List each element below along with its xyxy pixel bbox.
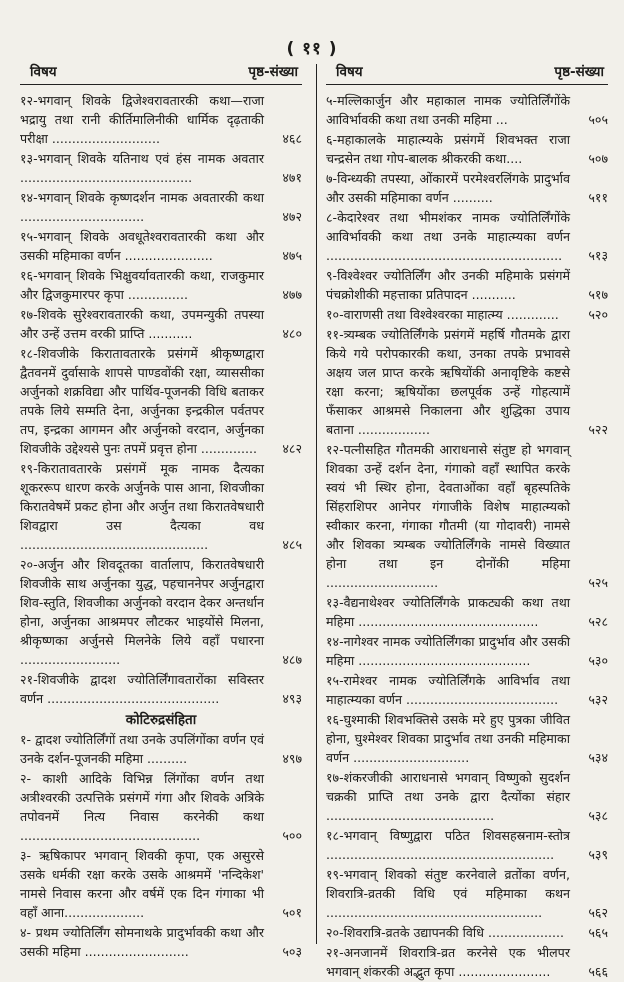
toc-entry-page: ५२० bbox=[588, 307, 608, 322]
toc-entry-title: ३- ऋषिकापर भगवान् शिवकी कृपा, एक असुरसे उसके धर्मकी रक्षा करके उसके आश्रममें 'नन्दिकेश' नामसे निवास करना और वर्षमें एक दिन गंगाका भी वहाँ आना.................... bbox=[20, 848, 264, 920]
toc-entry-page: ४६८ bbox=[282, 131, 302, 146]
toc-entry bbox=[326, 266, 608, 304]
left-column bbox=[20, 62, 302, 962]
column-divider bbox=[316, 64, 317, 944]
right-entries-list bbox=[326, 91, 608, 981]
toc-entry bbox=[326, 91, 608, 129]
toc-entry-title: २- काशी आदिके विभिन्न लिंगोंका वर्णन तथा अत्रीश्वरकी उत्पत्तिके प्रसंगमें गंगा और शिवके अत्रिके तपोवनमें नित्य निवास करनेकी कथा ............................................. bbox=[20, 771, 264, 843]
toc-entry bbox=[326, 865, 608, 922]
toc-entry bbox=[20, 670, 302, 708]
toc-entry-page: ५१७ bbox=[588, 287, 608, 302]
toc-entry-title: १५-भगवान् शिवके अवधूतेश्वरावतारकी कथा और उसकी महिमाका वर्णन ...................... bbox=[20, 229, 264, 263]
subject-heading: विषय bbox=[30, 64, 57, 80]
section-title: कोटिरुद्रसंहिता bbox=[125, 712, 197, 728]
toc-entry-page: ५११ bbox=[588, 190, 608, 205]
toc-entry-title: १९-भगवान् शिवको संतुष्ट करनेवाले व्रतोंका वर्णन, शिवरात्रि-व्रतकी विधि एवं महिमाका कथन ...................................................... bbox=[326, 867, 570, 920]
right-column-header bbox=[326, 62, 608, 85]
toc-entry bbox=[326, 671, 608, 709]
toc-entry-title: १८-भगवान् विष्णुद्वारा पठित शिवसहस्रनाम-स्तोत्र ......................................................... bbox=[326, 828, 570, 862]
toc-entry bbox=[326, 208, 608, 265]
toc-entry bbox=[326, 440, 608, 592]
toc-entry-title: १७-शंकरजीकी आराधनासे भगवान् विष्णुको सुदर्शन चक्रकी प्राप्ति तथा उनके द्वारा दैत्योंका संहार .......................................... bbox=[326, 770, 570, 823]
left-column-header bbox=[20, 62, 302, 85]
toc-entry bbox=[20, 91, 302, 148]
pages-heading: पृष्ठ-संख्या bbox=[248, 64, 298, 80]
toc-entry bbox=[20, 227, 302, 265]
toc-entry-page: ४९३ bbox=[282, 691, 302, 706]
toc-entry-title: २१-शिवजीके द्वादश ज्योतिर्लिंगावतारोंका सविस्तर वर्णन ........................................... bbox=[20, 672, 264, 706]
toc-entry-title: १०-वाराणसी तथा विश्वेश्वरका माहात्म्य ............. bbox=[326, 307, 559, 322]
toc-entry bbox=[326, 943, 608, 981]
toc-entry-title: ८-केदारेश्वर तथा भीमशंकर नामक ज्योतिर्लिंगोंके आविर्भावकी कथा तथा उनके माहात्म्यका वर्णन ........................................................... bbox=[326, 210, 570, 263]
toc-entry-page: ५६२ bbox=[588, 905, 608, 920]
toc-entry-title: १४-नागेश्वर नामक ज्योतिर्लिंगका प्रादुर्भाव और उसकी महिमा ........................................... bbox=[326, 634, 570, 668]
toc-entry bbox=[326, 826, 608, 864]
toc-entry-page: ५२८ bbox=[588, 614, 608, 629]
toc-entry-page: ५६५ bbox=[588, 925, 608, 940]
toc-entry-title: १९-किरातावतारके प्रसंगमें मूक नामक दैत्यका शूकररूप धारण करके अर्जुनके पास आना, शिवजीका किरातवेषमें प्रकट होना और अर्जुन तथा किरातवेषधारी शिवद्वारा उस दैत्यका वध ............................................... bbox=[20, 461, 264, 552]
subject-heading: विषय bbox=[336, 64, 363, 80]
toc-entry bbox=[20, 266, 302, 304]
pages-heading: पृष्ठ-संख्या bbox=[554, 64, 604, 80]
toc-entry-page: ५०५ bbox=[588, 112, 608, 127]
toc-entry-page: ४७५ bbox=[282, 248, 302, 263]
toc-entry-title: १५-रामेश्वर नामक ज्योतिर्लिंगके आविर्भाव तथा माहात्म्यका वर्णन ...................................... bbox=[326, 673, 570, 707]
toc-entry bbox=[326, 923, 608, 942]
toc-entry bbox=[20, 730, 302, 768]
toc-entry-page: ५३८ bbox=[588, 808, 608, 823]
toc-entry bbox=[326, 325, 608, 439]
toc-entry bbox=[20, 923, 302, 961]
toc-entry-page: ४८० bbox=[282, 326, 302, 341]
toc-entry-title: ७-विन्ध्यकी तपस्या, ओंकारमें परमेश्वरलिंगके प्रादुर्भाव और उसकी महिमाका वर्णन .......... bbox=[326, 171, 570, 205]
toc-entry-page: ४७७ bbox=[282, 287, 302, 302]
toc-entry-title: १८-शिवजीके किरातावतारके प्रसंगमें श्रीकृष्णद्वारा द्वैतवनमें दुर्वासाके शापसे पाण्डवोंकी रक्षा, व्याससीका अर्जुनको शक्रविद्या और पार्थिव-पूजनकी विधि बताकर तपके लिये सम्मति देना, अर्जुनका इन्द्रकील पर्वतपर तप, इन्द्रका आगमन और अर्जुनको वरदान, अर्जुनका शिवजीके उद्देश्यसे पुनः तपमें प्रवृत्त होना .............. bbox=[20, 346, 264, 456]
toc-entry-title: १- द्वादश ज्योतिर्लिंगों तथा उनके उपलिंगोंका वर्णन एवं उनके दर्शन-पूजनकी महिमा .......... bbox=[20, 732, 264, 766]
toc-entry-page: ५३२ bbox=[588, 692, 608, 707]
left-entries-list bbox=[20, 91, 302, 708]
toc-entry-title: १७-शिवके सुरेश्वरावतारकी कथा, उपमन्युकी तपस्या और उन्हें उत्तम वरकी प्राप्ति ........... bbox=[20, 307, 264, 341]
toc-entry bbox=[326, 169, 608, 207]
toc-entry-title: १२-भगवान् शिवके द्विजेश्वरावतारकी कथा—राजा भद्रायु तथा रानी कीर्तिमालिनीकी धार्मिक दृढ़ताकी परीक्षा ........................... bbox=[20, 93, 264, 146]
toc-entry-page: ५१३ bbox=[588, 248, 608, 263]
toc-entry-title: १३-वैद्यनाथेश्वर ज्योतिर्लिंगके प्राकट्यकी कथा तथा महिमा ............................................. bbox=[326, 595, 570, 629]
toc-entry bbox=[326, 768, 608, 825]
toc-entry-title: ४- प्रथम ज्योतिर्लिंग सोमनाथके प्रादुर्भावकी कथा और उसकी महिमा .......................... bbox=[20, 925, 264, 959]
toc-entry-page: ५०७ bbox=[588, 151, 608, 166]
toc-entry-title: १६-घुश्माकी शिवभक्तिसे उसके मरे हुए पुत्रका जीवित होना, घुश्मेश्वर शिवका प्रादुर्भाव तथा उनकी महिमाका वर्णन ............................. bbox=[326, 712, 570, 765]
toc-entry bbox=[20, 305, 302, 343]
toc-entry-title: २०-अर्जुन और शिवदूतका वार्तालाप, किरातवेषधारी शिवजीके साथ अर्जुनका युद्ध, पहचाननेपर अर्जुनद्वारा शिव-स्तुति, शिवजीका अर्जुनको वरदान देकर अन्तर्धान होना, अर्जुनका आश्रमपर लौटकर भाइयोंसे मिलना, श्रीकृष्णका अर्जुनसे मिलनेके लिये वहाँ पधारना ......................... bbox=[20, 557, 264, 667]
toc-entry-title: ९-विश्वेश्वर ज्योतिर्लिंग और उनकी महिमाके प्रसंगमें पंचक्रोशीकी महत्ताका प्रतिपादन ........... bbox=[326, 268, 570, 302]
toc-entry bbox=[326, 593, 608, 631]
toc-entry bbox=[20, 846, 302, 922]
toc-entry-page: ४७१ bbox=[282, 170, 302, 185]
toc-entry-title: ५-मल्लिकार्जुन और महाकाल नामक ज्योतिर्लिंगोंके आविर्भावकी कथा तथा उनकी महिमा ... bbox=[326, 93, 570, 127]
toc-entry-page: ४९७ bbox=[282, 751, 302, 766]
toc-entry-title: २०-शिवरात्रि-व्रतके उद्यापनकी विधि ................... bbox=[326, 925, 565, 940]
toc-entry-title: २१-अनजानमें शिवरात्रि-व्रत करनेसे एक भीलपर भगवान् शंकरकी अद्भुत कृपा ....................... bbox=[326, 945, 570, 979]
toc-entry-page: ५३० bbox=[588, 653, 608, 668]
toc-entry bbox=[20, 555, 302, 669]
toc-entry-page: ५२५ bbox=[588, 575, 608, 590]
toc-entry-page: ५०३ bbox=[282, 944, 302, 959]
toc-entry-page: ५६६ bbox=[588, 964, 608, 979]
toc-entry-title: १२-पत्नीसहित गौतमकी आराधनासे संतुष्ट हो भगवान् शिवका उन्हें दर्शन देना, गंगाको वहाँ स्थापित करके स्वयं भी स्थिर होना, देवताओंका वहाँ बृहस्पतिके सिंहराशिपर आनेपर गंगाजीके विशेष माहात्म्यको स्वीकार करना, गंगाका गौतमी (या गोदावरी) नामसे और शिवका त्र्यम्बक ज्योतिर्लिंगके नामसे विख्यात होना तथा इन दोनोंकी महिमा ............................ bbox=[326, 442, 570, 590]
right-column bbox=[326, 62, 608, 982]
toc-entry bbox=[326, 710, 608, 767]
toc-entry bbox=[20, 188, 302, 226]
toc-entry-page: ५०१ bbox=[282, 905, 302, 920]
toc-entry-page: ४७२ bbox=[282, 209, 302, 224]
toc-entry-page: ५३९ bbox=[588, 847, 608, 862]
toc-entry-title: १४-भगवान् शिवके कृष्णदर्शन नामक अवतारकी कथा ............................... bbox=[20, 190, 264, 224]
toc-entry-title: १६-भगवान् शिवके भिक्षुवर्यावतारकी कथा, राजकुमार और द्विजकुमारपर कृपा ............... bbox=[20, 268, 264, 302]
toc-entry bbox=[20, 459, 302, 554]
page-number: ( ११ ) bbox=[286, 39, 338, 59]
toc-entry-page: ४८७ bbox=[282, 652, 302, 667]
toc-entry bbox=[20, 769, 302, 845]
left-section-entries-list bbox=[20, 730, 302, 961]
toc-entry-title: ११-त्र्यम्बक ज्योतिर्लिंगके प्रसंगमें महर्षि गौतमके द्वारा किये गये परोपकारकी कथा, उनका तपके प्रभावसे अक्षय जल प्राप्त करके ऋषियोंकी अनावृष्टिके कष्टसे रक्षा करना; ऋषियोंका छलपूर्वक उन्हें गोहत्यामें फँसाकर आश्रमसे निकालना और शुद्धिका उपाय बताना .................. bbox=[326, 327, 570, 437]
toc-entry-title: १३-भगवान् शिवके यतिनाथ एवं हंस नामक अवतार ........................................... bbox=[20, 151, 264, 185]
toc-entry bbox=[20, 344, 302, 458]
toc-entry bbox=[20, 149, 302, 187]
toc-entry bbox=[326, 130, 608, 168]
toc-entry bbox=[326, 305, 608, 324]
toc-entry-page: ४८५ bbox=[282, 537, 302, 552]
toc-entry-page: ५२२ bbox=[588, 422, 608, 437]
toc-entry-title: ६-महाकालके माहात्म्यके प्रसंगमें शिवभक्त राजा चन्द्रसेन तथा गोप-बालक श्रीकरकी कथा.... bbox=[326, 132, 570, 166]
toc-entry-page: ५३४ bbox=[588, 750, 608, 765]
toc-entry-page: ४८२ bbox=[282, 441, 302, 456]
toc-entry-page: ५०० bbox=[282, 828, 302, 843]
toc-entry bbox=[326, 632, 608, 670]
